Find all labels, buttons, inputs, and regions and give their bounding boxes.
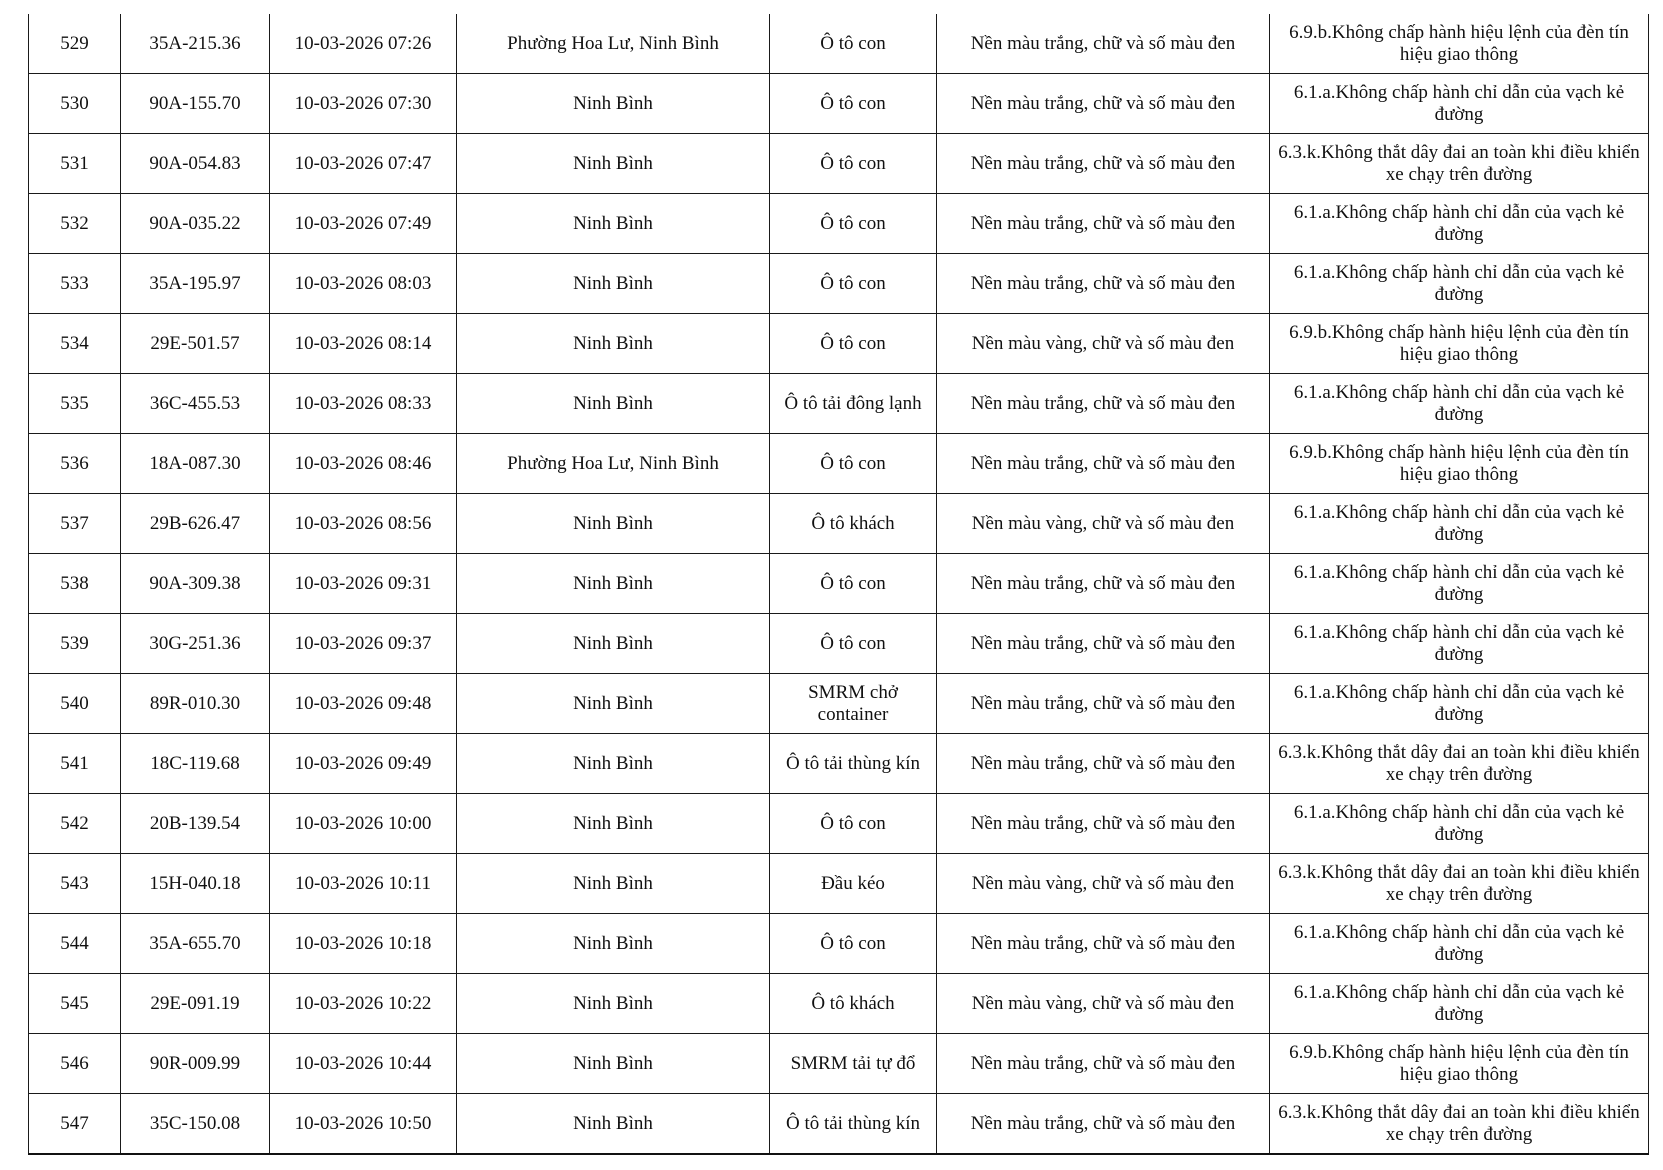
- plate-color-cell: Nền màu trắng, chữ và số màu đen: [937, 14, 1270, 74]
- table-row: [29, 1034, 1649, 1094]
- plate-color-cell: Nền màu trắng, chữ và số màu đen: [937, 794, 1270, 854]
- violation-description-cell: 6.1.a.Không chấp hành chỉ dẫn của vạch kẻ đường: [1270, 914, 1649, 974]
- row-number-cell: 536: [29, 434, 121, 494]
- plate-color-cell: Nền màu trắng, chữ và số màu đen: [937, 134, 1270, 194]
- license-plate-cell: 15H-040.18: [121, 854, 270, 914]
- vehicle-type-cell: Ô tô con: [770, 194, 937, 254]
- violation-description-cell: 6.3.k.Không thắt dây đai an toàn khi điều khiển xe chạy trên đường: [1270, 854, 1649, 914]
- violation-time-cell: 10-03-2026 07:49: [270, 194, 457, 254]
- license-plate-cell: 29B-626.47: [121, 494, 270, 554]
- table-row: [29, 194, 1649, 254]
- violation-description-cell: 6.3.k.Không thắt dây đai an toàn khi điều khiển xe chạy trên đường: [1270, 734, 1649, 794]
- violation-time-cell: 10-03-2026 10:00: [270, 794, 457, 854]
- violation-place-cell: Phường Hoa Lư, Ninh Bình: [457, 434, 770, 494]
- plate-color-cell: Nền màu trắng, chữ và số màu đen: [937, 734, 1270, 794]
- table-row: [29, 1094, 1649, 1155]
- license-plate-cell: 89R-010.30: [121, 674, 270, 734]
- row-number-cell: 545: [29, 974, 121, 1034]
- violation-place-cell: Ninh Bình: [457, 554, 770, 614]
- violation-description-cell: 6.1.a.Không chấp hành chỉ dẫn của vạch kẻ đường: [1270, 194, 1649, 254]
- violation-place-cell: Ninh Bình: [457, 254, 770, 314]
- violation-time-cell: 10-03-2026 07:47: [270, 134, 457, 194]
- violation-time-cell: 10-03-2026 09:49: [270, 734, 457, 794]
- vehicle-type-cell: Ô tô con: [770, 794, 937, 854]
- violation-place-cell: Ninh Bình: [457, 854, 770, 914]
- plate-color-cell: Nền màu vàng, chữ và số màu đen: [937, 314, 1270, 374]
- plate-color-cell: Nền màu trắng, chữ và số màu đen: [937, 254, 1270, 314]
- plate-color-cell: Nền màu trắng, chữ và số màu đen: [937, 374, 1270, 434]
- violation-description-cell: 6.1.a.Không chấp hành chỉ dẫn của vạch kẻ đường: [1270, 674, 1649, 734]
- violation-place-cell: Ninh Bình: [457, 794, 770, 854]
- violation-description-cell: 6.1.a.Không chấp hành chỉ dẫn của vạch kẻ đường: [1270, 554, 1649, 614]
- row-number-cell: 533: [29, 254, 121, 314]
- violation-time-cell: 10-03-2026 10:44: [270, 1034, 457, 1094]
- row-number-cell: 547: [29, 1094, 121, 1155]
- violation-place-cell: Ninh Bình: [457, 1034, 770, 1094]
- violation-time-cell: 10-03-2026 07:26: [270, 14, 457, 74]
- plate-color-cell: Nền màu trắng, chữ và số màu đen: [937, 614, 1270, 674]
- violation-time-cell: 10-03-2026 08:03: [270, 254, 457, 314]
- plate-color-cell: Nền màu trắng, chữ và số màu đen: [937, 1034, 1270, 1094]
- violation-time-cell: 10-03-2026 09:31: [270, 554, 457, 614]
- violation-description-cell: 6.1.a.Không chấp hành chỉ dẫn của vạch kẻ đường: [1270, 494, 1649, 554]
- vehicle-type-cell: Đầu kéo: [770, 854, 937, 914]
- license-plate-cell: 90A-054.83: [121, 134, 270, 194]
- violation-description-cell: 6.1.a.Không chấp hành chỉ dẫn của vạch kẻ đường: [1270, 254, 1649, 314]
- table-row: [29, 314, 1649, 374]
- row-number-cell: 532: [29, 194, 121, 254]
- vehicle-type-cell: Ô tô con: [770, 614, 937, 674]
- license-plate-cell: 90A-155.70: [121, 74, 270, 134]
- table-row: [29, 14, 1649, 74]
- violation-description-cell: 6.1.a.Không chấp hành chỉ dẫn của vạch kẻ đường: [1270, 74, 1649, 134]
- table-row: [29, 614, 1649, 674]
- violation-place-cell: Ninh Bình: [457, 674, 770, 734]
- vehicle-type-cell: Ô tô con: [770, 554, 937, 614]
- row-number-cell: 541: [29, 734, 121, 794]
- vehicle-type-cell: Ô tô con: [770, 434, 937, 494]
- violation-time-cell: 10-03-2026 08:46: [270, 434, 457, 494]
- vehicle-type-cell: Ô tô tải thùng kín: [770, 734, 937, 794]
- plate-color-cell: Nền màu trắng, chữ và số màu đen: [937, 914, 1270, 974]
- plate-color-cell: Nền màu trắng, chữ và số màu đen: [937, 554, 1270, 614]
- row-number-cell: 540: [29, 674, 121, 734]
- license-plate-cell: 90A-309.38: [121, 554, 270, 614]
- license-plate-cell: 30G-251.36: [121, 614, 270, 674]
- table-row: [29, 674, 1649, 734]
- violation-time-cell: 10-03-2026 08:14: [270, 314, 457, 374]
- violation-place-cell: Phường Hoa Lư, Ninh Bình: [457, 14, 770, 74]
- license-plate-cell: 90R-009.99: [121, 1034, 270, 1094]
- violation-place-cell: Ninh Bình: [457, 974, 770, 1034]
- license-plate-cell: 35C-150.08: [121, 1094, 270, 1155]
- violation-place-cell: Ninh Bình: [457, 614, 770, 674]
- row-number-cell: 544: [29, 914, 121, 974]
- vehicle-type-cell: SMRM chở container: [770, 674, 937, 734]
- row-number-cell: 546: [29, 1034, 121, 1094]
- table-row: [29, 374, 1649, 434]
- violation-time-cell: 10-03-2026 09:48: [270, 674, 457, 734]
- violation-time-cell: 10-03-2026 10:22: [270, 974, 457, 1034]
- violation-description-cell: 6.9.b.Không chấp hành hiệu lệnh của đèn tín hiệu giao thông: [1270, 314, 1649, 374]
- license-plate-cell: 90A-035.22: [121, 194, 270, 254]
- vehicle-type-cell: Ô tô con: [770, 254, 937, 314]
- license-plate-cell: 35A-215.36: [121, 14, 270, 74]
- violation-description-cell: 6.9.b.Không chấp hành hiệu lệnh của đèn tín hiệu giao thông: [1270, 14, 1649, 74]
- license-plate-cell: 29E-501.57: [121, 314, 270, 374]
- plate-color-cell: Nền màu trắng, chữ và số màu đen: [937, 434, 1270, 494]
- violation-description-cell: 6.1.a.Không chấp hành chỉ dẫn của vạch kẻ đường: [1270, 614, 1649, 674]
- row-number-cell: 539: [29, 614, 121, 674]
- table-row: [29, 134, 1649, 194]
- row-number-cell: 542: [29, 794, 121, 854]
- violation-description-cell: 6.1.a.Không chấp hành chỉ dẫn của vạch kẻ đường: [1270, 794, 1649, 854]
- violation-description-cell: 6.3.k.Không thắt dây đai an toàn khi điều khiển xe chạy trên đường: [1270, 134, 1649, 194]
- license-plate-cell: 18C-119.68: [121, 734, 270, 794]
- violation-place-cell: Ninh Bình: [457, 74, 770, 134]
- plate-color-cell: Nền màu trắng, chữ và số màu đen: [937, 74, 1270, 134]
- license-plate-cell: 29E-091.19: [121, 974, 270, 1034]
- violation-place-cell: Ninh Bình: [457, 914, 770, 974]
- table-body: [29, 14, 1649, 1154]
- violation-time-cell: 10-03-2026 10:18: [270, 914, 457, 974]
- vehicle-type-cell: Ô tô con: [770, 74, 937, 134]
- vehicle-type-cell: Ô tô khách: [770, 974, 937, 1034]
- table-row: [29, 734, 1649, 794]
- license-plate-cell: 36C-455.53: [121, 374, 270, 434]
- vehicle-type-cell: Ô tô tải thùng kín: [770, 1094, 937, 1155]
- table-row: [29, 494, 1649, 554]
- violation-description-cell: 6.9.b.Không chấp hành hiệu lệnh của đèn tín hiệu giao thông: [1270, 434, 1649, 494]
- license-plate-cell: 20B-139.54: [121, 794, 270, 854]
- table-row: [29, 254, 1649, 314]
- license-plate-cell: 35A-655.70: [121, 914, 270, 974]
- violation-place-cell: Ninh Bình: [457, 374, 770, 434]
- row-number-cell: 531: [29, 134, 121, 194]
- vehicle-type-cell: Ô tô con: [770, 14, 937, 74]
- table-row: [29, 974, 1649, 1034]
- violation-time-cell: 10-03-2026 07:30: [270, 74, 457, 134]
- license-plate-cell: 35A-195.97: [121, 254, 270, 314]
- row-number-cell: 529: [29, 14, 121, 74]
- vehicle-type-cell: Ô tô con: [770, 134, 937, 194]
- violation-time-cell: 10-03-2026 08:56: [270, 494, 457, 554]
- row-number-cell: 530: [29, 74, 121, 134]
- violation-description-cell: 6.3.k.Không thắt dây đai an toàn khi điều khiển xe chạy trên đường: [1270, 1094, 1649, 1155]
- table-row: [29, 794, 1649, 854]
- violation-place-cell: Ninh Bình: [457, 194, 770, 254]
- plate-color-cell: Nền màu trắng, chữ và số màu đen: [937, 194, 1270, 254]
- table-row: [29, 434, 1649, 494]
- violation-description-cell: 6.1.a.Không chấp hành chỉ dẫn của vạch kẻ đường: [1270, 974, 1649, 1034]
- violation-place-cell: Ninh Bình: [457, 1094, 770, 1155]
- row-number-cell: 543: [29, 854, 121, 914]
- violation-description-cell: 6.9.b.Không chấp hành hiệu lệnh của đèn tín hiệu giao thông: [1270, 1034, 1649, 1094]
- vehicle-type-cell: SMRM tải tự đổ: [770, 1034, 937, 1094]
- plate-color-cell: Nền màu vàng, chữ và số màu đen: [937, 494, 1270, 554]
- violation-time-cell: 10-03-2026 08:33: [270, 374, 457, 434]
- violation-time-cell: 10-03-2026 09:37: [270, 614, 457, 674]
- table-row: [29, 914, 1649, 974]
- row-number-cell: 534: [29, 314, 121, 374]
- row-number-cell: 538: [29, 554, 121, 614]
- row-number-cell: 537: [29, 494, 121, 554]
- violation-time-cell: 10-03-2026 10:50: [270, 1094, 457, 1155]
- violation-place-cell: Ninh Bình: [457, 314, 770, 374]
- plate-color-cell: Nền màu trắng, chữ và số màu đen: [937, 1094, 1270, 1155]
- violations-table: [28, 14, 1649, 1155]
- vehicle-type-cell: Ô tô khách: [770, 494, 937, 554]
- plate-color-cell: Nền màu vàng, chữ và số màu đen: [937, 854, 1270, 914]
- vehicle-type-cell: Ô tô con: [770, 314, 937, 374]
- table-row: [29, 74, 1649, 134]
- plate-color-cell: Nền màu vàng, chữ và số màu đen: [937, 974, 1270, 1034]
- vehicle-type-cell: Ô tô tải đông lạnh: [770, 374, 937, 434]
- violation-description-cell: 6.1.a.Không chấp hành chỉ dẫn của vạch kẻ đường: [1270, 374, 1649, 434]
- table-row: [29, 554, 1649, 614]
- violation-place-cell: Ninh Bình: [457, 134, 770, 194]
- plate-color-cell: Nền màu trắng, chữ và số màu đen: [937, 674, 1270, 734]
- violation-place-cell: Ninh Bình: [457, 734, 770, 794]
- violation-time-cell: 10-03-2026 10:11: [270, 854, 457, 914]
- violation-place-cell: Ninh Bình: [457, 494, 770, 554]
- license-plate-cell: 18A-087.30: [121, 434, 270, 494]
- vehicle-type-cell: Ô tô con: [770, 914, 937, 974]
- row-number-cell: 535: [29, 374, 121, 434]
- table-row: [29, 854, 1649, 914]
